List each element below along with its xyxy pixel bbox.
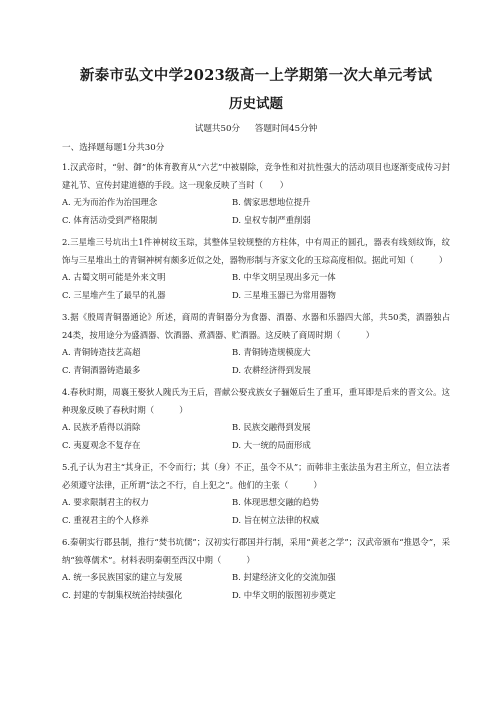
section-heading: 一、选择题每题1分共30分 (62, 143, 165, 153)
question-stem: 6.秦朝实行郡县制，推行“焚书坑儒”；汉初实行郡国并行制，采用“黄老之学”；汉武帝颁布“推恩令”，采纳“独尊儒术”。材料表明秦朝至西汉中期（ ） (62, 537, 450, 565)
question-1 (62, 159, 450, 229)
score-info: 试题共50分 (194, 124, 241, 134)
question-stem: 5.孔子认为君主“其身正，不令而行；其（身）不正，虽令不从”；而韩非主张法虽为君主所立，但立法者必须遵守法律，正所谓“法之不行，自上犯之”。他们的主张（ ） (62, 462, 450, 490)
question-2 (62, 234, 450, 304)
question-options (62, 569, 450, 604)
question-stem: 1.汉武帝时，“射、御”的体育教育从“六艺”中被剔除，竞争性和对抗性强大的活动项目也逐渐变成传习封建礼节、宣传封建道德的手段。这一现象反映了当时（ ） (62, 162, 450, 190)
exam-subject: 历史试题 (229, 96, 283, 112)
question-3 (62, 309, 450, 379)
option-c: C. 三星堆产生了最早的礼器 (62, 289, 166, 300)
option-a: A. 民族矛盾得以消除 (62, 422, 141, 432)
question-6 (62, 534, 450, 604)
question-stem: 3.据《殷周青铜器通论》所述，商周的青铜器分为食器、酒器、水器和乐器四大部，共50类，酒器独占24类，按用途分为盛酒器、饮酒器、煮酒器、贮酒器。这反映了商周时期（ ） (62, 312, 450, 340)
option-b: B. 体现思想交融的趋势 (232, 497, 319, 507)
option-b: B. 儒家思想地位提升 (232, 197, 311, 207)
option-a: A. 青铜铸造技艺高超 (62, 347, 141, 357)
option-c: C. 夷夏观念不复存在 (62, 439, 141, 450)
option-b: B. 中华文明呈现出多元一体 (232, 272, 336, 282)
option-d: D. 农耕经济得到发展 (232, 364, 311, 375)
question-options (62, 269, 450, 304)
option-a: A. 古蜀文明可能是外来文明 (62, 272, 166, 282)
option-c: C. 重视君主的个人修养 (62, 514, 149, 525)
option-d: D. 三星堆玉器已为常用器物 (232, 289, 336, 300)
option-a: A. 要求限制君主的权力 (62, 497, 149, 507)
option-d: D. 中华文明的版图初步奠定 (232, 589, 336, 600)
exam-info (62, 123, 450, 135)
question-options (62, 494, 450, 529)
question-stem: 2.三星堆三号坑出土1件神树纹玉琮，其整体呈较规整的方柱体，中有周正的圆孔，器表有线刻纹饰，纹饰与三星堆出土的青铜神树有颇多近似之处，器物形制与齐家文化的玉琮高度相似。据此可知（ ） (62, 237, 450, 265)
question-5 (62, 459, 450, 529)
question-options (62, 419, 450, 454)
question-4 (62, 384, 450, 454)
option-d: D. 皇权专制严重削弱 (232, 214, 311, 225)
option-c: C. 体育活动受到严格限制 (62, 214, 158, 225)
option-d: D. 大一统的局面形成 (232, 439, 311, 450)
exam-title: 新泰市弘文中学2023级高一上学期第一次大单元考试 (79, 67, 433, 84)
option-d: D. 旨在树立法律的权威 (232, 514, 320, 525)
time-info: 答题时间45分钟 (254, 124, 318, 134)
option-a: A. 无为而治作为治国理念 (62, 197, 158, 207)
option-b: B. 封建经济文化的交流加强 (232, 572, 336, 582)
option-a: A. 统一多民族国家的建立与发展 (62, 572, 183, 582)
question-options (62, 194, 450, 229)
option-b: B. 民族交融得到发展 (232, 422, 311, 432)
question-options (62, 344, 450, 379)
option-c: C. 青铜酒器铸造最多 (62, 364, 141, 375)
option-c: C. 封建的专制集权统治持续强化 (62, 589, 183, 600)
option-b: B. 青铜铸造规模庞大 (232, 347, 311, 357)
question-stem: 4.春秋时期，周襄王娶狄人隗氏为王后，晋献公娶戎族女子骊姬后生了重耳，重耳即是后来的晋文公。这种现象反映了春秋时期（ ） (62, 387, 450, 415)
